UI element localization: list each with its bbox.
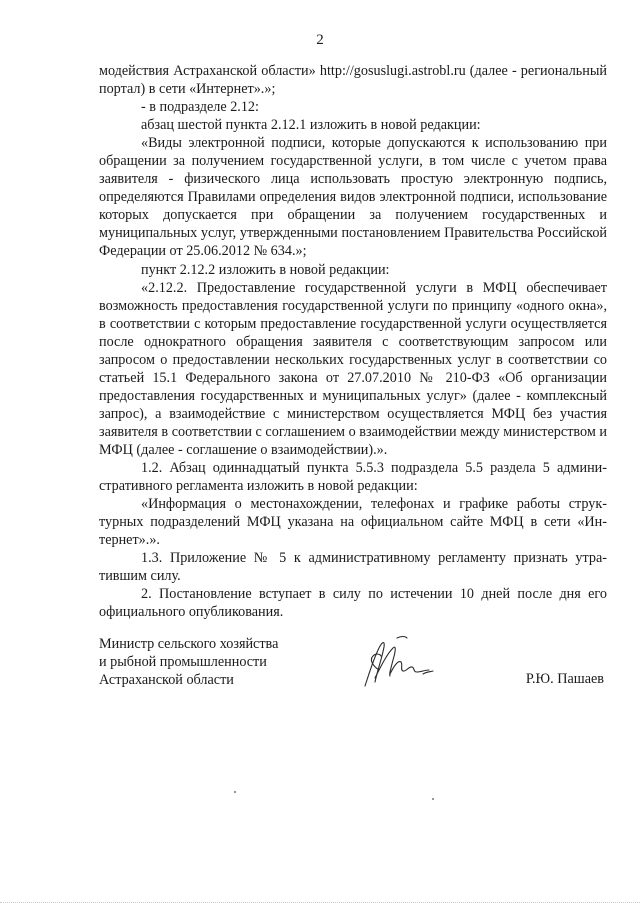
paragraph: «2.12.2. Предоставление государственной услуги в МФЦ обеспечивает возможность предоставления государственной услуги по принципу «одного окна», в соответствии с которым предоставление государственной услуги осуществляется после однократного обращения заявителя с соответствующим запросом или запросом о предоставлении нескольких государственных услуг в соответствии со статьей 15.1 Федерального закона от 27.07.2010 № 210-ФЗ «Об организации предоставления государственных и муниципальных услуг» (далее - комплексный запрос), а взаимодействие с министерством осуществляется МФЦ без участия заявителя в соответствии с соглашением о взаимодействии между министерством и МФЦ (далее - соглашение о взаимодействии).». [99, 279, 607, 458]
paragraph: пункт 2.12.2 изложить в новой редакции: [141, 261, 390, 278]
signatory-title-line: Астраханской области [99, 672, 234, 689]
signatory-title [99, 635, 278, 690]
page-bottom-edge [0, 902, 640, 903]
paragraph: «Виды электронной подписи, которые допускаются к использованию при обращении за получением государственной услуги, в том числе с учетом права заявителя - физического лица использовать простую электронную подпись, определяются Правилами определения видов электронной подписи, использование которых допускается при обращении за получением государственных и муниципальных услуг, утвержденными постановлением Правительства Российской Федерации от 25.06.2012 № 634.»; [99, 135, 607, 260]
document-body [99, 62, 607, 621]
paragraph: 1.2. Абзац одиннадцатый пункта 5.5.3 подраздела 5.5 раздела 5 административного регламента изложить в новой редакции: [99, 460, 607, 495]
signatory-name: Р.Ю. Пашаев [525, 671, 604, 687]
handwritten-signature [349, 630, 439, 690]
page-number: 2 [316, 32, 324, 48]
scan-speck [234, 791, 236, 793]
paragraph: - в подразделе 2.12: [141, 99, 259, 116]
scan-speck [432, 798, 434, 800]
signature-block [99, 630, 607, 710]
paragraph: 1.3. Приложение № 5 к административному регламенту признать утратившим силу. [99, 550, 607, 585]
signatory-title-line: Министр сельского хозяйства [99, 636, 279, 652]
paragraph: 2. Постановление вступает в силу по истечении 10 дней после дня его официального опубликования. [99, 586, 607, 621]
signatory-title-line: и рыбной промышленности [99, 654, 267, 671]
paragraph: модействия Астраханской области» http://gosuslugi.astrobl.ru (далее - региональный портал) в сети «Интернет».»; [99, 63, 607, 98]
paragraph: «Информация о местонахождении, телефонах и графике работы структурных подразделений МФЦ указана на официальном сайте МФЦ в сети «Интернет».». [99, 496, 607, 549]
paragraph: абзац шестой пункта 2.12.1 изложить в новой редакции: [141, 117, 481, 134]
